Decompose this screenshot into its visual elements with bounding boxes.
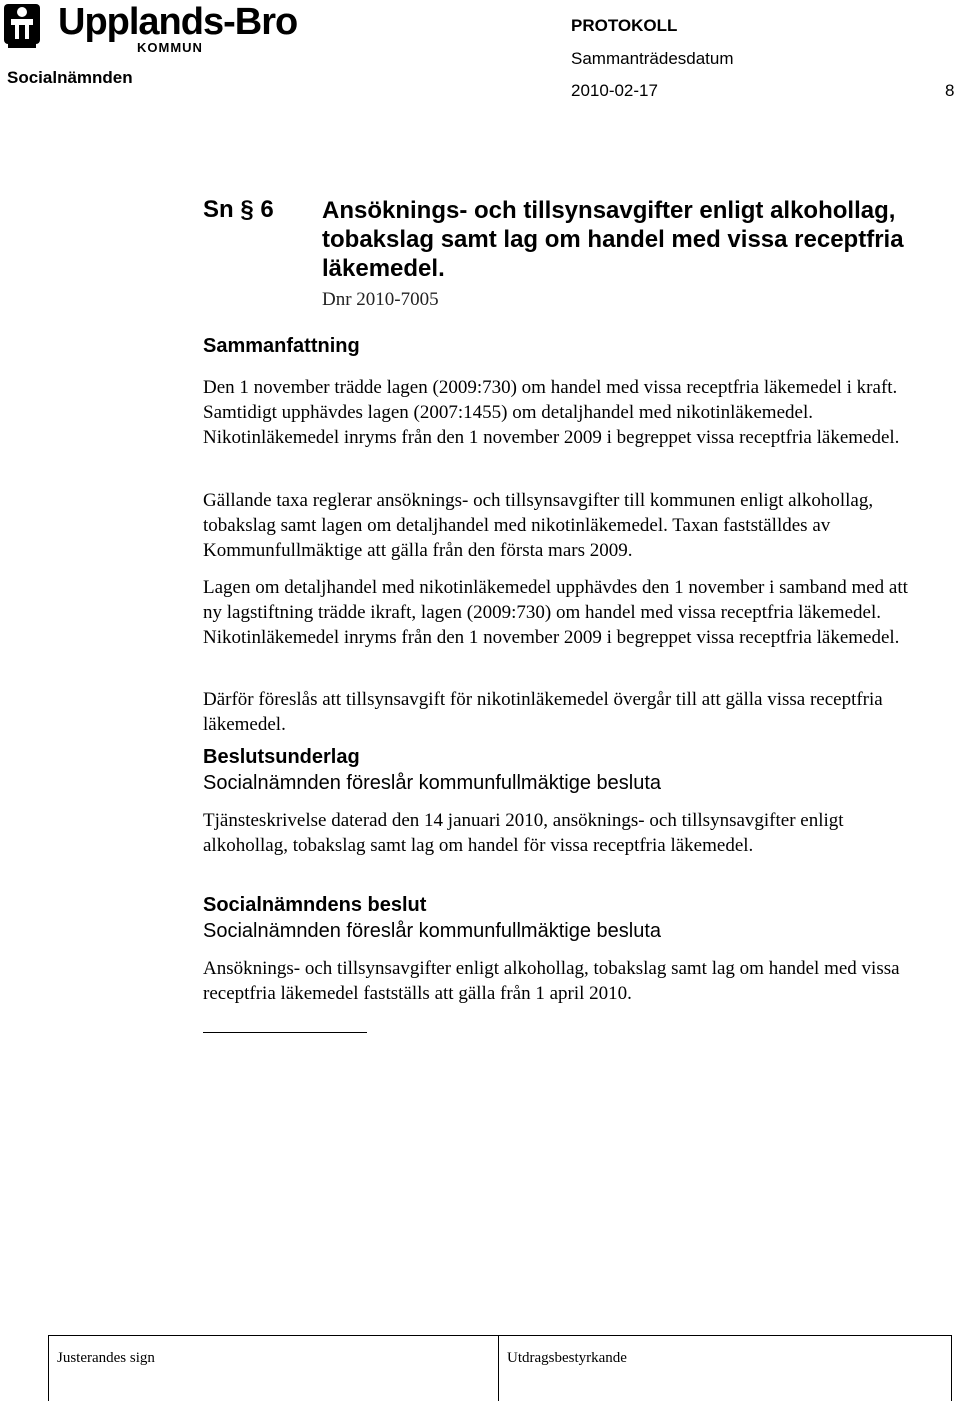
logo-subtitle: KOMMUN xyxy=(137,40,203,55)
document-type: PROTOKOLL xyxy=(571,16,678,35)
basis-heading: Beslutsunderlag xyxy=(203,746,360,768)
summary-paragraph-4: Därför föreslås att tillsynsavgift för nikotinläkemedel övergår till att gälla vissa receptfria läkemedel. xyxy=(203,689,883,735)
summary-heading: Sammanfattning xyxy=(203,335,360,357)
summary-paragraph-3: Lagen om detaljhandel med nikotinläkemedel upphävdes den 1 november i samband med att ny lagstiftning trädde ikraft, lagen (2009:730) om handel med vissa receptfria läkemedel. Nikotinläkemedel inryms från den 1 november 2009 i begreppet vissa receptfria läkemedel. xyxy=(203,577,908,648)
extract-certification-label: Utdragsbestyrkande xyxy=(507,1350,627,1366)
basis-subheading: Socialnämnden föreslår kommunfullmäktige besluta xyxy=(203,772,662,794)
logo-wordmark: Upplands-Bro xyxy=(58,1,298,43)
meeting-date-label: Sammanträdesdatum xyxy=(571,49,734,68)
signature-footer xyxy=(48,1335,952,1401)
registration-number: Dnr 2010-7005 xyxy=(322,289,439,310)
basis-text: Tjänsteskrivelse daterad den 14 januari 2010, ansöknings- och tillsynsavgifter enligt alkohollag, tobakslag samt lag om handel för vissa receptfria läkemedel. xyxy=(203,810,844,856)
adjuster-signature-label: Justerandes sign xyxy=(57,1350,155,1366)
decision-subheading: Socialnämnden föreslår kommunfullmäktige besluta xyxy=(203,920,662,942)
summary-paragraph-2: Gällande taxa reglerar ansöknings- och tillsynsavgifter till kommunen enligt alkohollag, tobakslag samt lagen om detaljhandel med nikotinläkemedel. Taxan fastställdes av Kommunfullmäktige att gälla från den första mars 2009. xyxy=(203,490,874,561)
paragraph-title: Ansöknings- och tillsynsavgifter enligt alkohollag, tobakslag samt lag om handel med vissa receptfria läkemedel. xyxy=(322,197,904,282)
meeting-date: 2010-02-17 xyxy=(571,81,658,100)
department-name: Socialnämnden xyxy=(7,68,133,87)
decision-heading: Socialnämndens beslut xyxy=(203,894,427,916)
paragraph-number: Sn § 6 xyxy=(203,196,274,223)
footer-divider xyxy=(498,1335,499,1401)
page-number: 8 xyxy=(945,81,955,100)
decision-text: Ansöknings- och tillsynsavgifter enligt alkohollag, tobakslag samt lag om handel med vissa receptfria läkemedel fastställs att gälla från 1 april 2010. xyxy=(203,958,900,1004)
summary-paragraph-1: Den 1 november trädde lagen (2009:730) om handel med vissa receptfria läkemedel i kraft. Samtidigt upphävdes lagen (2007:1455) om detaljhandel med nikotinläkemedel. Nikotinläkemedel inryms från den 1 november 2009 i begreppet vissa receptfria läkemedel. xyxy=(203,377,900,448)
end-rule xyxy=(203,1032,367,1033)
